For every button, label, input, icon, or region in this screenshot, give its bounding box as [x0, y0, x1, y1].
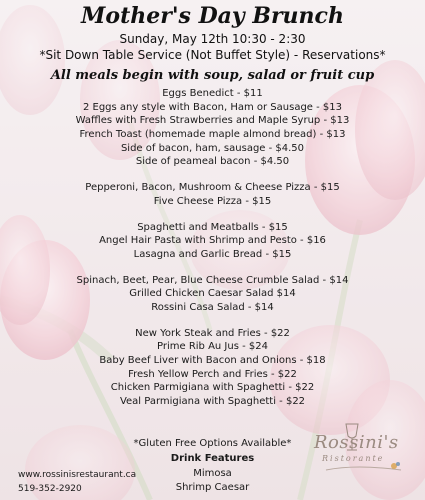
- menu-item: Prime Rib Au Jus - $24: [157, 341, 268, 353]
- menu-items: [0, 87, 425, 409]
- menu-item: Eggs Benedict - $11: [162, 88, 263, 99]
- pasta-group: [0, 221, 425, 262]
- drinks-heading: Drink Features: [170, 453, 255, 464]
- logo-name: Rossini's: [314, 432, 399, 453]
- date-line: Sunday, May 12th 10:30 - 2:30: [119, 32, 306, 46]
- menu-item: Rossini Casa Salad - $14: [151, 301, 274, 313]
- service-line: *Sit Down Table Service (Not Buffet Style) - Reservations*: [39, 48, 386, 62]
- phone-number: 519-352-2920: [18, 484, 82, 494]
- entree-group: [0, 327, 425, 409]
- breakfast-group: [0, 87, 425, 169]
- menu-item: French Toast (homemade maple almond bread) - $13: [79, 129, 346, 141]
- menu-item: Lasagna and Garlic Bread - $15: [133, 248, 292, 260]
- menu-item: Pepperoni, Bacon, Mushroom & Cheese Pizza - $15: [85, 182, 340, 194]
- menu-item: Fresh Yellow Perch and Fries - $22: [128, 368, 297, 380]
- menu-item: 2 Eggs any style with Bacon, Ham or Sausage - $13: [82, 101, 343, 113]
- contact-info: [18, 468, 136, 496]
- drink-item: Mimosa: [193, 468, 232, 479]
- drink-item: Shrimp Caesar: [175, 482, 250, 493]
- menu-item: Chicken Parmigiana with Spaghetti - $22: [110, 382, 315, 394]
- menu-item: Angel Hair Pasta with Shrimp and Pesto - $16: [99, 235, 326, 247]
- menu-item: New York Steak and Fries - $22: [135, 327, 290, 339]
- salad-group: [0, 274, 425, 315]
- tagline: All meals begin with soup, salad or fruit cup: [50, 68, 375, 83]
- gluten-free-note: *Gluten Free Options Available*: [133, 438, 292, 449]
- menu-item: Side of bacon, ham, sausage - $4.50: [120, 142, 305, 154]
- pizza-group: [0, 181, 425, 208]
- menu-item: Five Cheese Pizza - $15: [153, 195, 272, 207]
- menu-item: Grilled Chicken Caesar Salad $14: [129, 288, 296, 300]
- menu-item: Veal Parmigiana with Spaghetti - $22: [119, 396, 306, 408]
- page-title: Mother's Day Brunch: [81, 3, 344, 29]
- menu-item: Side of peameal bacon - $4.50: [135, 156, 290, 168]
- logo-subtitle: Ristorante: [322, 454, 385, 463]
- menu-item: Spaghetti and Meatballs - $15: [137, 221, 288, 233]
- menu-item: Spinach, Beet, Pear, Blue Cheese Crumble Salad - $14: [76, 274, 349, 286]
- menu-item: Waffles with Fresh Strawberries and Maple Syrup - $13: [75, 115, 350, 127]
- restaurant-logo: [306, 420, 411, 485]
- website-link[interactable]: www.rossinisrestaurant.ca: [18, 470, 137, 480]
- menu-item: Baby Beef Liver with Bacon and Onions - $18: [99, 355, 326, 366]
